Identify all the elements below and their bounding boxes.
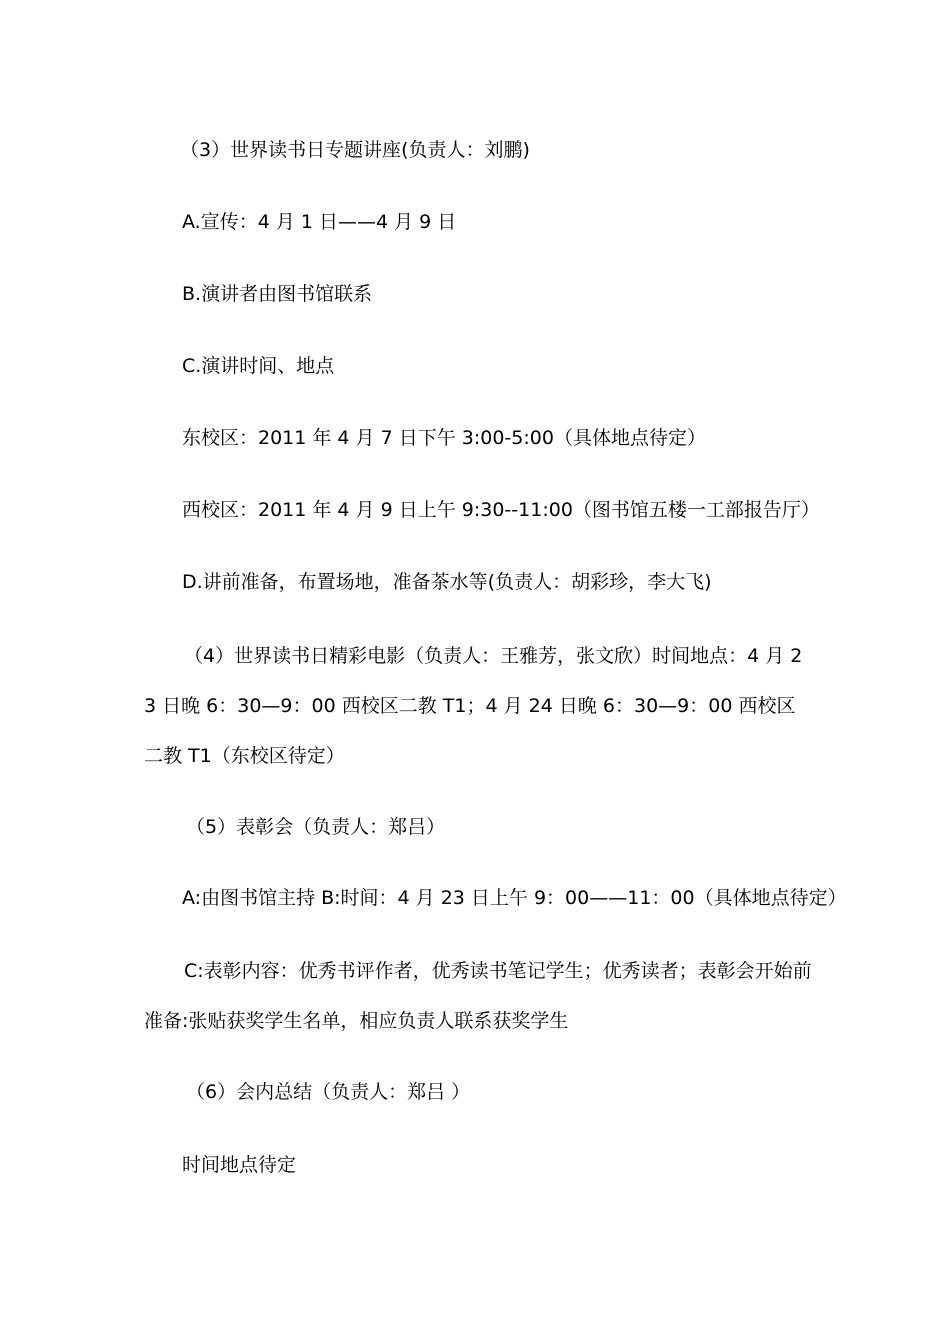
east-campus-schedule: 东校区：2011 年 4 月 7 日下午 3:00-5:00（具体地点待定） (182, 427, 706, 449)
section-5-heading: （5）表彰会（负责人：郑吕） (186, 816, 446, 838)
item-c-time-place: C.演讲时间、地点 (182, 355, 335, 377)
item-a-publicity: A.宣传：4 月 1 日——4 月 9 日 (182, 211, 457, 233)
section-6-heading: （6）会内总结（负责人：郑吕 ） (186, 1081, 471, 1103)
award-content-paragraph: C:表彰内容：优秀书评作者，优秀读书笔记学生；优秀读者；表彰会开始前准备:张贴获奖学生名单，相应负责人联系获奖学生 (144, 960, 812, 1032)
section-4-movie-paragraph: （4）世界读书日精彩电影（负责人：王雅芳，张文欣）时间地点：4 月 23 日晚 6：30—9：00 西校区二教 T1；4 月 24 日晚 6：30—9：00 西校区二教 T1（东校区待定） (144, 645, 803, 767)
item-d-preparation: D.讲前准备，布置场地，准备茶水等(负责人：胡彩珍，李大飞) (182, 571, 712, 593)
section-3-heading: （3）世界读书日专题讲座(负责人：刘鹏) (180, 139, 530, 161)
west-campus-schedule: 西校区：2011 年 4 月 9 日上午 9:30--11:00（图书馆五楼一工部报告厅） (182, 499, 820, 521)
summary-time-place: 时间地点待定 (182, 1154, 297, 1176)
item-b-speaker: B.演讲者由图书馆联系 (182, 283, 373, 305)
award-host-time: A:由图书馆主持 B:时间：4 月 23 日上午 9：00——11：00（具体地点待定） (182, 887, 847, 909)
